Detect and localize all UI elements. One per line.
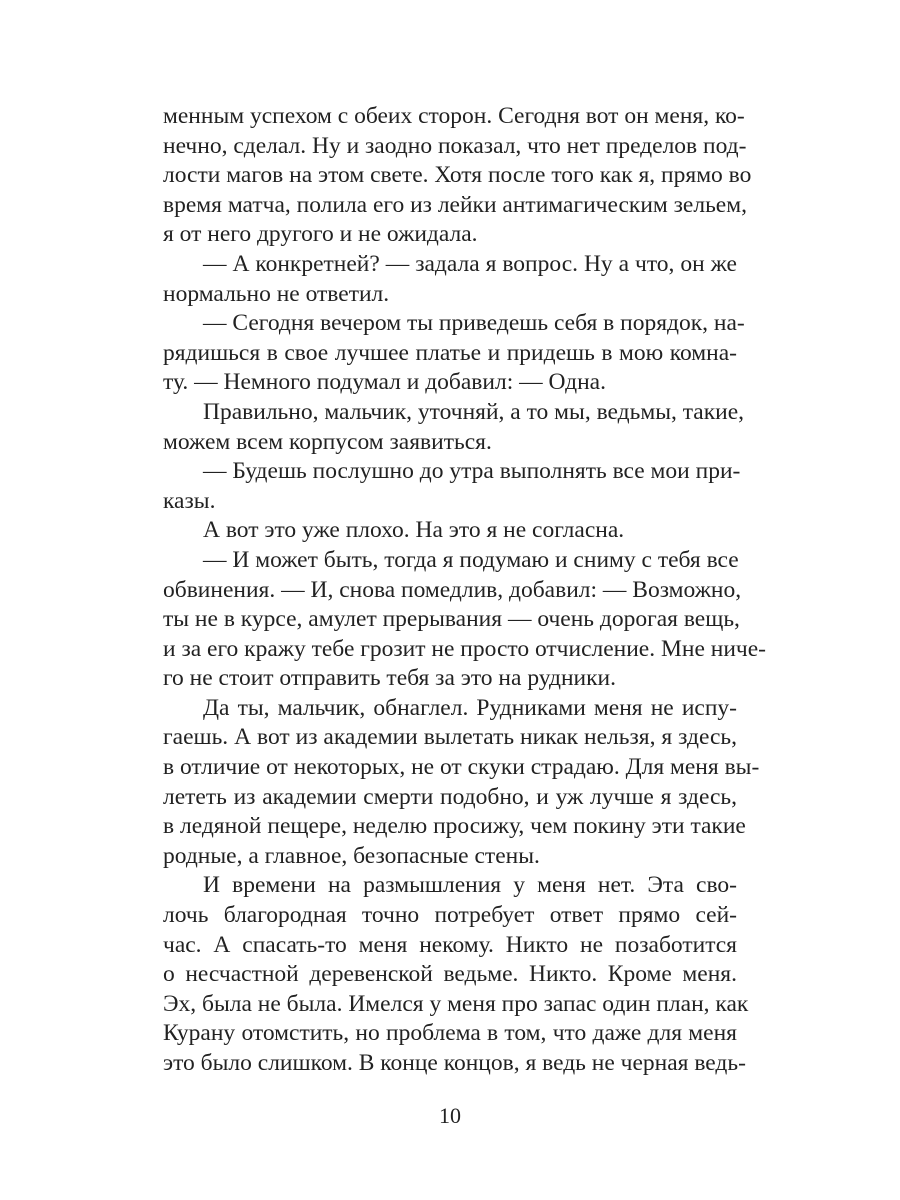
text-line: рядишься в свое лучшее платье и придешь в мою комна- [163,339,737,366]
text-line: И времени на размышления у меня нет. Эта сво- [203,872,737,899]
text-line: Правильно, мальчик, уточняй, а то мы, ведьмы, такие, [203,398,745,425]
paragraph [163,102,752,250]
text-line: — Сегодня вечером ты приведешь себя в порядок, на- [203,310,745,337]
text-line: обвинения. — И, снова помедлив, добавил: — Возможно, [163,576,742,603]
text-line: — И может быть, тогда я подумаю и сниму с тебя все [203,546,739,573]
text-line: казы. [163,487,216,514]
text-line: час. А спасать-то меня некому. Никто не позаботится [163,931,737,958]
paragraph [163,250,737,309]
text-line: это было слишком. В конце концов, я ведь не черная ведь- [163,1050,746,1076]
text-line: и за его кражу тебе грозит не просто отчисление. Мне ниче- [163,635,766,662]
text-line: можем всем корпусом заявиться. [163,428,492,455]
text-line: го не стоит отправить тебя за это на рудники. [163,665,617,692]
text-line: Эх, была не была. Имелся у меня про запас один план, как [163,990,749,1017]
text-line: лочь благородная точно потребует ответ прямо сей- [163,902,737,929]
text-line: ту. — Немного подумал и добавил: — Одна. [163,369,606,396]
paragraph [163,694,760,872]
text-line: Курану отомстить, но проблема в том, что даже для меня [163,1020,737,1047]
text-line: — А конкретней? — задала я вопрос. Ну а что, он же [203,250,737,277]
text-line: менным успехом с обеих сторон. Сегодня вот он меня, ко- [163,103,745,129]
text-line: гаешь. А вот из академии вылетать никак нельзя, я здесь, [163,724,737,751]
text-line: нормально не ответил. [163,280,390,307]
text-line: ты не в курсе, амулет прерывания — очень дорогая вещь, [163,606,740,633]
text-line: родные, а главное, безопасные стены. [163,842,540,869]
text-line: — Будешь послушно до утра выполнять все мои при- [203,458,741,485]
text-line: я от него другого и не ожидала. [163,221,478,248]
text-line: А вот это уже плохо. На это я не согласна. [203,517,625,544]
page-number: 10 [439,1103,461,1128]
paragraph [163,398,745,457]
text-line: нечно, сделал. Ну и заодно показал, что нет пределов под- [163,132,747,159]
body-text [163,102,766,1079]
paragraph [163,309,745,398]
paragraph [163,546,766,694]
text-line: лететь из академии смерти подобно, и уж лучше я здесь, [163,783,737,810]
paragraph [163,871,749,1078]
text-line: время матча, полила его из лейки антимагическим зельем, [163,191,747,218]
text-line: Да ты, мальчик, обнаглел. Рудниками меня не испу- [203,694,737,721]
text-line: о несчастной деревенской ведьме. Никто. Кроме меня. [163,961,737,988]
text-line: в ледяной пещере, неделю просижу, чем покину эти такие [163,813,746,840]
text-line: в отличие от некоторых, не от скуки страдаю. Для меня вы- [163,754,760,781]
paragraph [163,457,741,516]
text-line: лости магов на этом свете. Хотя после того как я, прямо во [163,162,752,189]
paragraph [163,516,737,546]
